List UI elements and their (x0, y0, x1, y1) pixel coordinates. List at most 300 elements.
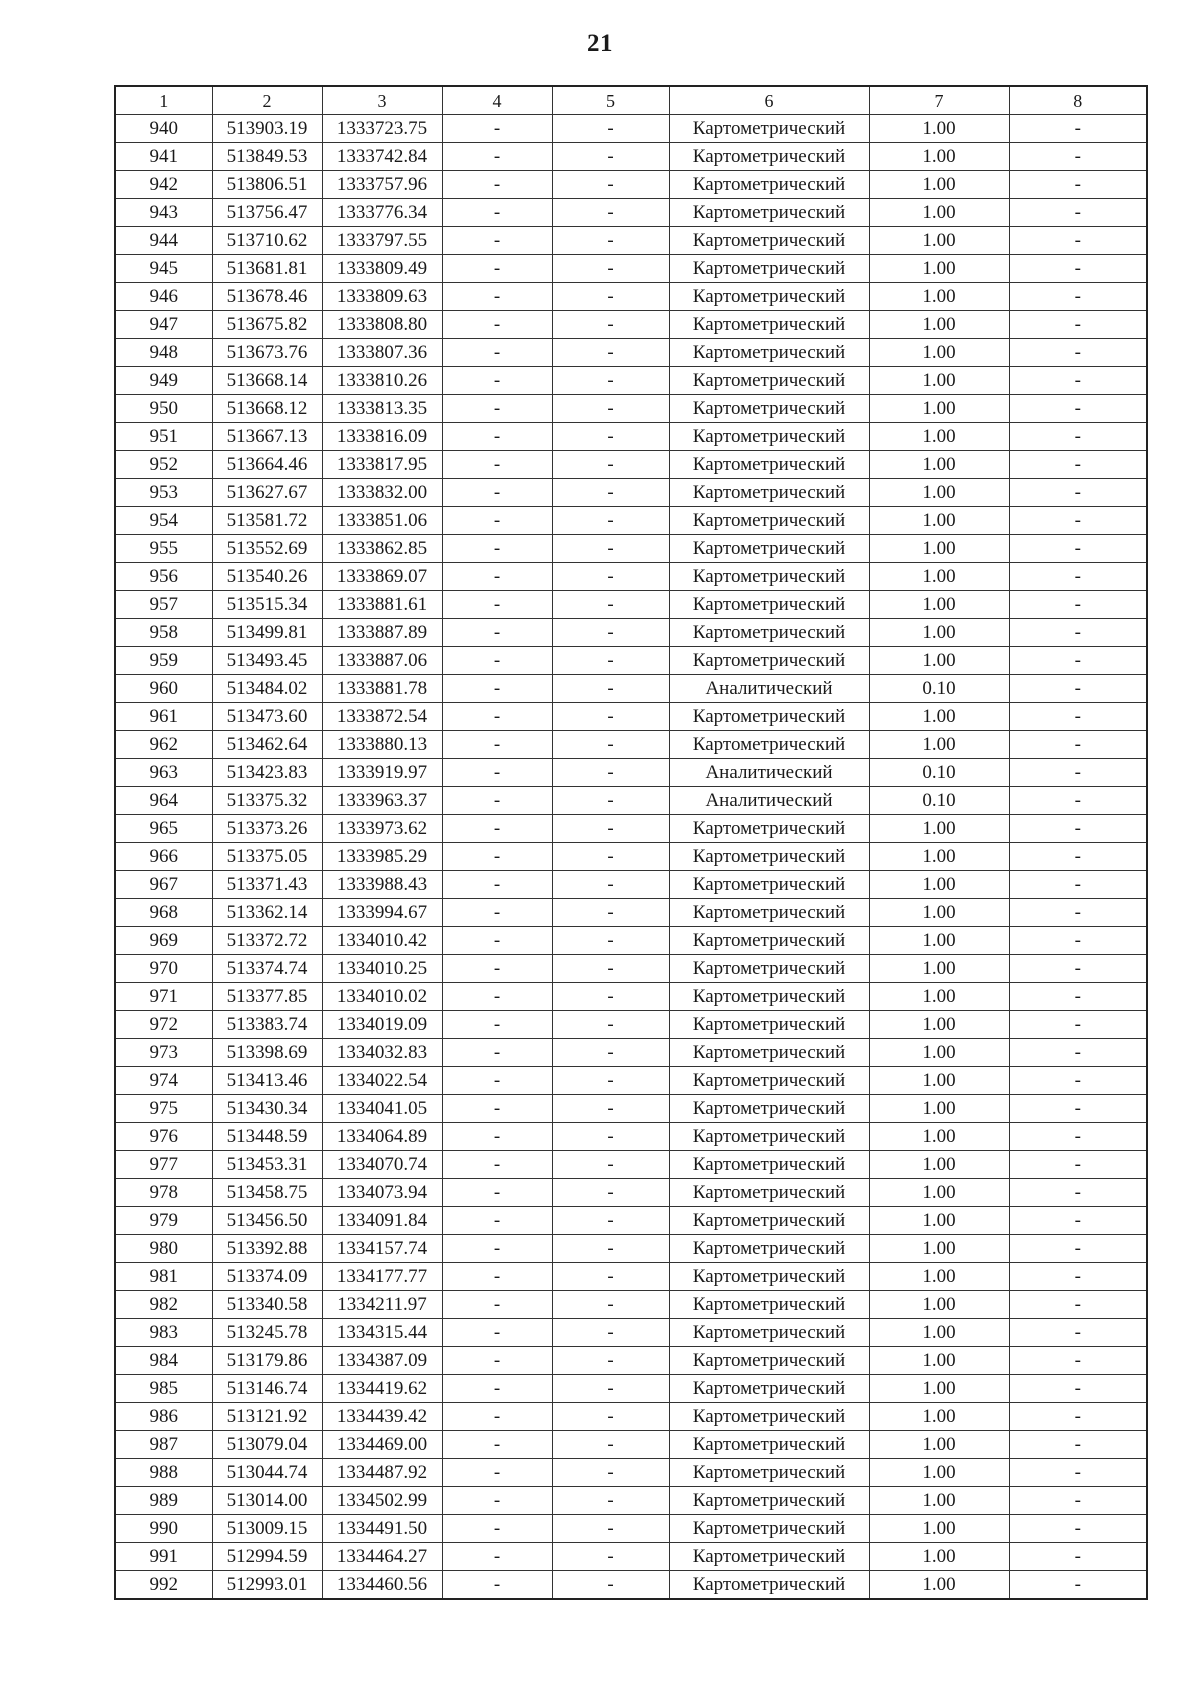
table-row (115, 1179, 1147, 1207)
y-coordinate-cell: 1334157.74 (322, 1235, 442, 1263)
x-coordinate-cell: 512993.01 (212, 1571, 322, 1600)
column-4-cell: - (442, 395, 552, 423)
accuracy-cell: 1.00 (869, 619, 1009, 647)
x-coordinate-cell: 513340.58 (212, 1291, 322, 1319)
y-coordinate-cell: 1333816.09 (322, 423, 442, 451)
x-coordinate-cell: 513499.81 (212, 619, 322, 647)
x-coordinate-cell: 513681.81 (212, 255, 322, 283)
accuracy-cell: 1.00 (869, 507, 1009, 535)
method-cell: Картометрический (669, 1543, 869, 1571)
y-coordinate-cell: 1333757.96 (322, 171, 442, 199)
column-5-cell: - (552, 1039, 669, 1067)
accuracy-cell: 1.00 (869, 1459, 1009, 1487)
table-row (115, 283, 1147, 311)
column-5-cell: - (552, 1067, 669, 1095)
column-5-cell: - (552, 787, 669, 815)
x-coordinate-cell: 513374.09 (212, 1263, 322, 1291)
table-row (115, 591, 1147, 619)
accuracy-cell: 1.00 (869, 451, 1009, 479)
table-row (115, 1291, 1147, 1319)
method-cell: Картометрический (669, 731, 869, 759)
x-coordinate-cell: 513806.51 (212, 171, 322, 199)
x-coordinate-cell: 513667.13 (212, 423, 322, 451)
column-4-cell: - (442, 535, 552, 563)
y-coordinate-cell: 1334064.89 (322, 1123, 442, 1151)
accuracy-cell: 1.00 (869, 227, 1009, 255)
x-coordinate-cell: 513146.74 (212, 1375, 322, 1403)
column-4-cell: - (442, 479, 552, 507)
column-4-cell: - (442, 1235, 552, 1263)
column-8-cell: - (1009, 115, 1147, 143)
x-coordinate-cell: 513398.69 (212, 1039, 322, 1067)
column-8-cell: - (1009, 1095, 1147, 1123)
column-5-cell: - (552, 1319, 669, 1347)
column-header: 7 (869, 86, 1009, 115)
column-8-cell: - (1009, 255, 1147, 283)
column-5-cell: - (552, 1487, 669, 1515)
column-5-cell: - (552, 843, 669, 871)
column-5-cell: - (552, 339, 669, 367)
method-cell: Картометрический (669, 899, 869, 927)
y-coordinate-cell: 1333985.29 (322, 843, 442, 871)
column-4-cell: - (442, 199, 552, 227)
table-row (115, 983, 1147, 1011)
accuracy-cell: 1.00 (869, 143, 1009, 171)
accuracy-cell: 1.00 (869, 479, 1009, 507)
accuracy-cell: 1.00 (869, 843, 1009, 871)
y-coordinate-cell: 1334419.62 (322, 1375, 442, 1403)
column-8-cell: - (1009, 227, 1147, 255)
point-number-cell: 956 (115, 563, 212, 591)
column-4-cell: - (442, 1319, 552, 1347)
column-4-cell: - (442, 591, 552, 619)
x-coordinate-cell: 513375.05 (212, 843, 322, 871)
column-5-cell: - (552, 1207, 669, 1235)
method-cell: Картометрический (669, 647, 869, 675)
column-8-cell: - (1009, 1515, 1147, 1543)
column-4-cell: - (442, 227, 552, 255)
method-cell: Картометрический (669, 1151, 869, 1179)
x-coordinate-cell: 512994.59 (212, 1543, 322, 1571)
y-coordinate-cell: 1333973.62 (322, 815, 442, 843)
point-number-cell: 971 (115, 983, 212, 1011)
method-cell: Картометрический (669, 1291, 869, 1319)
x-coordinate-cell: 513430.34 (212, 1095, 322, 1123)
x-coordinate-cell: 513375.32 (212, 787, 322, 815)
column-5-cell: - (552, 367, 669, 395)
table-row (115, 1039, 1147, 1067)
column-header: 4 (442, 86, 552, 115)
table-row (115, 1095, 1147, 1123)
column-4-cell: - (442, 1179, 552, 1207)
column-4-cell: - (442, 843, 552, 871)
table-row (115, 1011, 1147, 1039)
point-number-cell: 983 (115, 1319, 212, 1347)
column-4-cell: - (442, 1403, 552, 1431)
method-cell: Картометрический (669, 591, 869, 619)
method-cell: Картометрический (669, 1263, 869, 1291)
column-4-cell: - (442, 1571, 552, 1600)
y-coordinate-cell: 1334010.42 (322, 927, 442, 955)
table-row (115, 703, 1147, 731)
column-8-cell: - (1009, 339, 1147, 367)
column-5-cell: - (552, 1571, 669, 1600)
y-coordinate-cell: 1333797.55 (322, 227, 442, 255)
column-4-cell: - (442, 1207, 552, 1235)
table-row (115, 339, 1147, 367)
column-8-cell: - (1009, 1235, 1147, 1263)
column-5-cell: - (552, 115, 669, 143)
column-8-cell: - (1009, 199, 1147, 227)
accuracy-cell: 1.00 (869, 367, 1009, 395)
table-row (115, 1347, 1147, 1375)
column-8-cell: - (1009, 983, 1147, 1011)
accuracy-cell: 1.00 (869, 1179, 1009, 1207)
y-coordinate-cell: 1333817.95 (322, 451, 442, 479)
accuracy-cell: 1.00 (869, 1375, 1009, 1403)
point-number-cell: 962 (115, 731, 212, 759)
x-coordinate-cell: 513362.14 (212, 899, 322, 927)
method-cell: Картометрический (669, 1347, 869, 1375)
column-8-cell: - (1009, 1347, 1147, 1375)
x-coordinate-cell: 513009.15 (212, 1515, 322, 1543)
accuracy-cell: 1.00 (869, 1151, 1009, 1179)
column-5-cell: - (552, 955, 669, 983)
x-coordinate-cell: 513383.74 (212, 1011, 322, 1039)
column-5-cell: - (552, 479, 669, 507)
method-cell: Картометрический (669, 1067, 869, 1095)
table-row (115, 927, 1147, 955)
method-cell: Картометрический (669, 283, 869, 311)
column-5-cell: - (552, 1403, 669, 1431)
column-4-cell: - (442, 955, 552, 983)
method-cell: Картометрический (669, 311, 869, 339)
column-8-cell: - (1009, 619, 1147, 647)
method-cell: Картометрический (669, 1095, 869, 1123)
point-number-cell: 980 (115, 1235, 212, 1263)
column-4-cell: - (442, 115, 552, 143)
point-number-cell: 940 (115, 115, 212, 143)
y-coordinate-cell: 1333742.84 (322, 143, 442, 171)
column-4-cell: - (442, 1459, 552, 1487)
x-coordinate-cell: 513710.62 (212, 227, 322, 255)
column-5-cell: - (552, 507, 669, 535)
accuracy-cell: 1.00 (869, 115, 1009, 143)
column-8-cell: - (1009, 283, 1147, 311)
method-cell: Картометрический (669, 703, 869, 731)
point-number-cell: 991 (115, 1543, 212, 1571)
method-cell: Картометрический (669, 507, 869, 535)
x-coordinate-cell: 513673.76 (212, 339, 322, 367)
column-5-cell: - (552, 619, 669, 647)
accuracy-cell: 1.00 (869, 815, 1009, 843)
y-coordinate-cell: 1333881.61 (322, 591, 442, 619)
column-5-cell: - (552, 535, 669, 563)
x-coordinate-cell: 513581.72 (212, 507, 322, 535)
column-5-cell: - (552, 451, 669, 479)
x-coordinate-cell: 513372.72 (212, 927, 322, 955)
column-5-cell: - (552, 227, 669, 255)
y-coordinate-cell: 1333832.00 (322, 479, 442, 507)
column-8-cell: - (1009, 1487, 1147, 1515)
column-4-cell: - (442, 423, 552, 451)
accuracy-cell: 1.00 (869, 983, 1009, 1011)
method-cell: Картометрический (669, 339, 869, 367)
column-8-cell: - (1009, 1431, 1147, 1459)
point-number-cell: 973 (115, 1039, 212, 1067)
accuracy-cell: 1.00 (869, 1543, 1009, 1571)
table-row (115, 479, 1147, 507)
table-row (115, 199, 1147, 227)
table-row (115, 1235, 1147, 1263)
method-cell: Картометрический (669, 255, 869, 283)
x-coordinate-cell: 513456.50 (212, 1207, 322, 1235)
method-cell: Картометрический (669, 535, 869, 563)
column-4-cell: - (442, 927, 552, 955)
accuracy-cell: 1.00 (869, 1207, 1009, 1235)
column-8-cell: - (1009, 1039, 1147, 1067)
table-row (115, 1459, 1147, 1487)
x-coordinate-cell: 513903.19 (212, 115, 322, 143)
column-8-cell: - (1009, 1375, 1147, 1403)
table-row (115, 1571, 1147, 1600)
method-cell: Картометрический (669, 367, 869, 395)
accuracy-cell: 1.00 (869, 955, 1009, 983)
accuracy-cell: 1.00 (869, 283, 1009, 311)
table-row (115, 675, 1147, 703)
accuracy-cell: 1.00 (869, 255, 1009, 283)
point-number-cell: 972 (115, 1011, 212, 1039)
y-coordinate-cell: 1333872.54 (322, 703, 442, 731)
x-coordinate-cell: 513377.85 (212, 983, 322, 1011)
method-cell: Картометрический (669, 983, 869, 1011)
table-row (115, 1123, 1147, 1151)
x-coordinate-cell: 513121.92 (212, 1403, 322, 1431)
accuracy-cell: 1.00 (869, 1319, 1009, 1347)
y-coordinate-cell: 1334502.99 (322, 1487, 442, 1515)
column-5-cell: - (552, 1179, 669, 1207)
column-4-cell: - (442, 703, 552, 731)
point-number-cell: 947 (115, 311, 212, 339)
column-4-cell: - (442, 311, 552, 339)
y-coordinate-cell: 1333776.34 (322, 199, 442, 227)
table-row (115, 1151, 1147, 1179)
column-8-cell: - (1009, 479, 1147, 507)
column-5-cell: - (552, 1151, 669, 1179)
table-row (115, 759, 1147, 787)
column-8-cell: - (1009, 591, 1147, 619)
column-header: 3 (322, 86, 442, 115)
table-row (115, 1487, 1147, 1515)
point-number-cell: 961 (115, 703, 212, 731)
point-number-cell: 951 (115, 423, 212, 451)
x-coordinate-cell: 513453.31 (212, 1151, 322, 1179)
column-5-cell: - (552, 143, 669, 171)
column-header: 8 (1009, 86, 1147, 115)
point-number-cell: 986 (115, 1403, 212, 1431)
method-cell: Картометрический (669, 171, 869, 199)
point-number-cell: 957 (115, 591, 212, 619)
y-coordinate-cell: 1333723.75 (322, 115, 442, 143)
point-number-cell: 948 (115, 339, 212, 367)
method-cell: Картометрический (669, 199, 869, 227)
method-cell: Картометрический (669, 1179, 869, 1207)
column-8-cell: - (1009, 871, 1147, 899)
point-number-cell: 943 (115, 199, 212, 227)
column-5-cell: - (552, 675, 669, 703)
table-row (115, 423, 1147, 451)
y-coordinate-cell: 1333919.97 (322, 759, 442, 787)
method-cell: Аналитический (669, 675, 869, 703)
accuracy-cell: 1.00 (869, 171, 1009, 199)
x-coordinate-cell: 513014.00 (212, 1487, 322, 1515)
x-coordinate-cell: 513473.60 (212, 703, 322, 731)
x-coordinate-cell: 513493.45 (212, 647, 322, 675)
column-8-cell: - (1009, 927, 1147, 955)
column-5-cell: - (552, 1263, 669, 1291)
column-8-cell: - (1009, 1179, 1147, 1207)
point-number-cell: 990 (115, 1515, 212, 1543)
column-5-cell: - (552, 311, 669, 339)
method-cell: Картометрический (669, 227, 869, 255)
y-coordinate-cell: 1334211.97 (322, 1291, 442, 1319)
column-4-cell: - (442, 1431, 552, 1459)
point-number-cell: 950 (115, 395, 212, 423)
column-5-cell: - (552, 1011, 669, 1039)
column-4-cell: - (442, 1039, 552, 1067)
method-cell: Картометрический (669, 815, 869, 843)
column-5-cell: - (552, 1235, 669, 1263)
x-coordinate-cell: 513245.78 (212, 1319, 322, 1347)
accuracy-cell: 1.00 (869, 647, 1009, 675)
method-cell: Аналитический (669, 787, 869, 815)
table-row (115, 311, 1147, 339)
column-5-cell: - (552, 1347, 669, 1375)
column-5-cell: - (552, 731, 669, 759)
column-5-cell: - (552, 283, 669, 311)
method-cell: Картометрический (669, 871, 869, 899)
point-number-cell: 949 (115, 367, 212, 395)
point-number-cell: 953 (115, 479, 212, 507)
x-coordinate-cell: 513540.26 (212, 563, 322, 591)
y-coordinate-cell: 1334315.44 (322, 1319, 442, 1347)
column-header: 1 (115, 86, 212, 115)
point-number-cell: 946 (115, 283, 212, 311)
x-coordinate-cell: 513678.46 (212, 283, 322, 311)
point-number-cell: 982 (115, 1291, 212, 1319)
column-4-cell: - (442, 899, 552, 927)
accuracy-cell: 1.00 (869, 395, 1009, 423)
column-4-cell: - (442, 255, 552, 283)
column-8-cell: - (1009, 507, 1147, 535)
method-cell: Картометрический (669, 1571, 869, 1600)
column-5-cell: - (552, 815, 669, 843)
table-row (115, 1207, 1147, 1235)
point-number-cell: 952 (115, 451, 212, 479)
method-cell: Аналитический (669, 759, 869, 787)
x-coordinate-cell: 513423.83 (212, 759, 322, 787)
column-8-cell: - (1009, 423, 1147, 451)
column-5-cell: - (552, 171, 669, 199)
table-row (115, 395, 1147, 423)
y-coordinate-cell: 1334460.56 (322, 1571, 442, 1600)
point-number-cell: 975 (115, 1095, 212, 1123)
method-cell: Картометрический (669, 1431, 869, 1459)
column-8-cell: - (1009, 675, 1147, 703)
y-coordinate-cell: 1333887.89 (322, 619, 442, 647)
y-coordinate-cell: 1333807.36 (322, 339, 442, 367)
table-row (115, 1403, 1147, 1431)
method-cell: Картометрический (669, 1515, 869, 1543)
table-row (115, 535, 1147, 563)
y-coordinate-cell: 1334469.00 (322, 1431, 442, 1459)
column-5-cell: - (552, 1095, 669, 1123)
point-number-cell: 984 (115, 1347, 212, 1375)
table-row (115, 955, 1147, 983)
column-4-cell: - (442, 1151, 552, 1179)
x-coordinate-cell: 513515.34 (212, 591, 322, 619)
table-row (115, 815, 1147, 843)
accuracy-cell: 1.00 (869, 1431, 1009, 1459)
column-5-cell: - (552, 1431, 669, 1459)
accuracy-cell: 1.00 (869, 1039, 1009, 1067)
x-coordinate-cell: 513668.12 (212, 395, 322, 423)
y-coordinate-cell: 1333880.13 (322, 731, 442, 759)
column-4-cell: - (442, 507, 552, 535)
column-5-cell: - (552, 1375, 669, 1403)
y-coordinate-cell: 1333809.49 (322, 255, 442, 283)
column-5-cell: - (552, 199, 669, 227)
y-coordinate-cell: 1334022.54 (322, 1067, 442, 1095)
y-coordinate-cell: 1334019.09 (322, 1011, 442, 1039)
point-number-cell: 987 (115, 1431, 212, 1459)
method-cell: Картометрический (669, 619, 869, 647)
point-number-cell: 966 (115, 843, 212, 871)
column-8-cell: - (1009, 395, 1147, 423)
x-coordinate-cell: 513044.74 (212, 1459, 322, 1487)
column-4-cell: - (442, 731, 552, 759)
column-5-cell: - (552, 1543, 669, 1571)
column-8-cell: - (1009, 703, 1147, 731)
column-5-cell: - (552, 1459, 669, 1487)
accuracy-cell: 1.00 (869, 423, 1009, 451)
point-number-cell: 969 (115, 927, 212, 955)
column-5-cell: - (552, 591, 669, 619)
y-coordinate-cell: 1334439.42 (322, 1403, 442, 1431)
accuracy-cell: 1.00 (869, 1515, 1009, 1543)
table-row (115, 115, 1147, 143)
accuracy-cell: 1.00 (869, 703, 1009, 731)
y-coordinate-cell: 1333887.06 (322, 647, 442, 675)
y-coordinate-cell: 1333881.78 (322, 675, 442, 703)
accuracy-cell: 1.00 (869, 1571, 1009, 1600)
column-4-cell: - (442, 1123, 552, 1151)
point-number-cell: 945 (115, 255, 212, 283)
method-cell: Картометрический (669, 1375, 869, 1403)
point-number-cell: 989 (115, 1487, 212, 1515)
point-number-cell: 974 (115, 1067, 212, 1095)
column-5-cell: - (552, 871, 669, 899)
column-8-cell: - (1009, 731, 1147, 759)
y-coordinate-cell: 1334387.09 (322, 1347, 442, 1375)
y-coordinate-cell: 1334070.74 (322, 1151, 442, 1179)
accuracy-cell: 1.00 (869, 199, 1009, 227)
column-5-cell: - (552, 1123, 669, 1151)
method-cell: Картометрический (669, 1487, 869, 1515)
x-coordinate-cell: 513675.82 (212, 311, 322, 339)
method-cell: Картометрический (669, 479, 869, 507)
column-4-cell: - (442, 1095, 552, 1123)
